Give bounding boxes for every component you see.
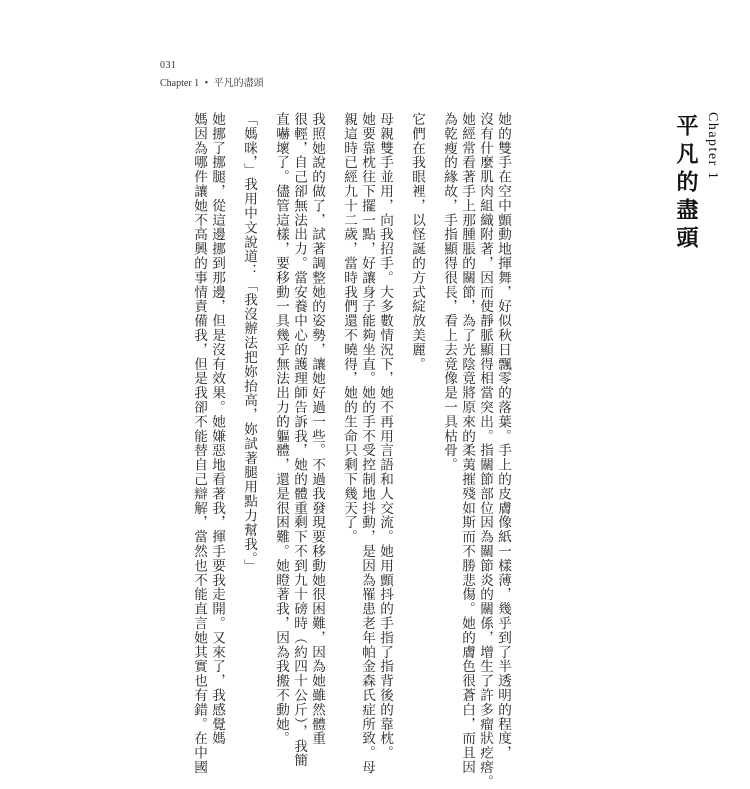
running-head-separator: • bbox=[204, 78, 209, 89]
text-column: 她要靠枕往下擺一點，好讓身子能夠坐直。她的手不受控制地抖動，是因為罹患老年帕金森氏症所致。母 bbox=[359, 112, 375, 775]
text-column: 我照她說的做了，試著調整她的姿勢，讓她好過一些。不過我發現要移動她很困難，因為她雖然體重 bbox=[309, 112, 325, 746]
text-column: 她挪了挪腿，從這邊挪到那邊，但是沒有效果。她嫌惡地看著我，揮手要我走開。又來了，我感覺媽 bbox=[209, 112, 225, 746]
text-column: 媽因為哪件讓她不高興的事情責備我，但是我卻不能替自己辯解，當然也不能直言她其實也有錯。在中國 bbox=[191, 112, 207, 775]
page-number: 031 bbox=[160, 60, 177, 71]
chapter-title: 平凡的盡頭 bbox=[673, 114, 699, 254]
chapter-heading bbox=[531, 112, 720, 254]
body-text bbox=[191, 112, 512, 789]
text-column: 母親雙手並用，向我招手。大多數情況下，她不再用言語和人交流。她用顫抖的手指了指背後的靠枕。 bbox=[377, 112, 393, 760]
running-head-chapter: Chapter 1 bbox=[160, 78, 200, 89]
text-column: 很輕，自己卻無法出力。當安養中心的護理師告訴我，她的體重剩下不到九十磅時（約四十公斤），我簡 bbox=[291, 112, 307, 768]
text-column: 親這時已經九十二歲，當時我們還不曉得，她的生命只剩下幾天了。 bbox=[341, 112, 357, 544]
text-column: 直嚇壞了。儘管這樣，要移動一具幾乎無法出力的軀體，還是很困難。她瞪著我，因為我搬不動她。 bbox=[273, 112, 289, 746]
text-column: 沒有什麼肌肉組織附著，因而使靜脈顯得相當突出。指關節部位因為關節炎的關係，增生了許多瘤狀疙瘩。 bbox=[477, 112, 493, 789]
text-column: 她的雙手在空中顫動地揮舞，好似秋日飄零的落葉。手上的皮膚像紙一樣薄，幾乎到了半透明的程度， bbox=[495, 112, 511, 760]
chapter-label: Chapter 1 bbox=[705, 112, 720, 181]
text-column: 為乾瘦的緣故，手指顯得很長，看上去竟像是一具枯骨。 bbox=[441, 112, 457, 472]
running-head-title: 平凡的盡頭 bbox=[213, 78, 264, 89]
text-column: 「媽咪，」我用中文說道：「我沒辦法把妳抬高，妳試著腿用點力幫我。」 bbox=[241, 112, 257, 574]
text-column: 它們在我眼裡，以怪誕的方式綻放美麗。 bbox=[409, 112, 425, 372]
text-column: 她經常看著手上那腫脹的關節，為了光陰竟將原來的柔荑摧殘如斯而不勝悲傷。她的膚色很蒼白，而且因 bbox=[459, 112, 475, 775]
running-head bbox=[160, 74, 264, 89]
